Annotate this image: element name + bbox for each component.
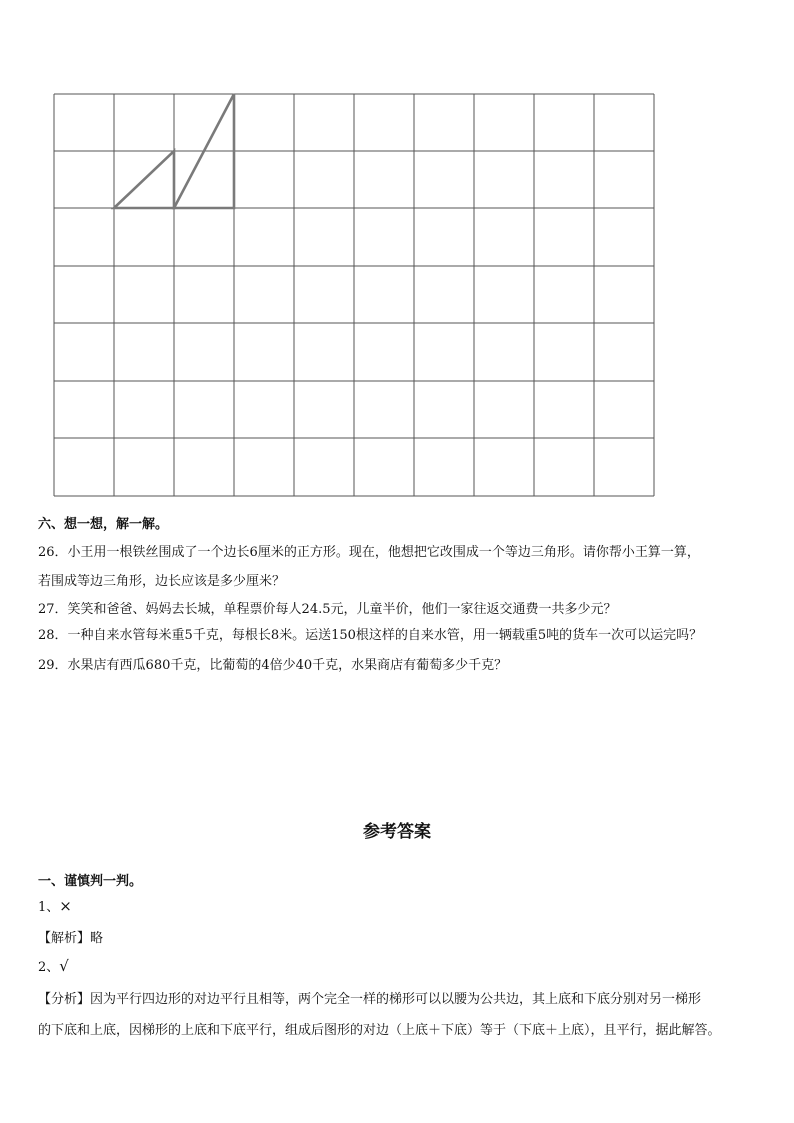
answers-title: 参考答案 [363, 822, 431, 842]
grid-lines [54, 94, 654, 496]
question-26-line-1: 26．小王用一根铁丝围成了一个边长6厘米的正方形。现在，他想把它改围成一个等边三角形。请你帮小王算一算， [38, 545, 700, 560]
check-mark-icon: √ [59, 957, 69, 975]
grid-svg [48, 90, 660, 502]
small-triangle [114, 151, 174, 208]
grid-figure [48, 90, 660, 502]
section-six-heading: 六、想一想，解一解。 [38, 517, 169, 532]
answers-section-one-heading: 一、谨慎判一判。 [38, 874, 143, 889]
answer-1-label: 【解析】 [38, 931, 91, 946]
answer-1-text: 略 [90, 931, 104, 946]
answer-2-label: 【分析】 [38, 992, 91, 1007]
answer-2-text-1: 因为平行四边形的对边平行且相等，两个完全一样的梯形可以以腰为公共边，其上底和下底分别对另一梯形 [90, 992, 702, 1007]
question-27: 27．笑笑和爸爸、妈妈去长城，单程票价每人24.5元，儿童半价，他们一家往返交通费一共多少元？ [38, 602, 617, 617]
answer-2-analysis-line-2: 的下底和上底，因梯形的上底和下底平行，组成后图形的对边（上底＋下底）等于（下底＋上底），且平行，据此解答。 [38, 1023, 721, 1038]
cross-mark-icon: × [59, 897, 72, 915]
question-28: 28．一种自来水管每米重5千克，每根长8米。运送150根这样的自来水管，用一辆载重5吨的货车一次可以运完吗？ [38, 628, 703, 643]
answer-2-row [38, 956, 69, 975]
question-26-line-2: 若围成等边三角形，边长应该是多少厘米？ [38, 574, 286, 589]
question-29: 29．水果店有西瓜680千克，比葡萄的4倍少40千克，水果商店有葡萄多少千克？ [38, 658, 508, 673]
answer-2-analysis-line-1 [38, 988, 701, 1007]
answer-1-explanation [38, 927, 103, 946]
answer-1-number: 1、 [38, 900, 60, 915]
answer-2-number: 2、 [38, 960, 60, 975]
answer-1-row [38, 896, 72, 915]
